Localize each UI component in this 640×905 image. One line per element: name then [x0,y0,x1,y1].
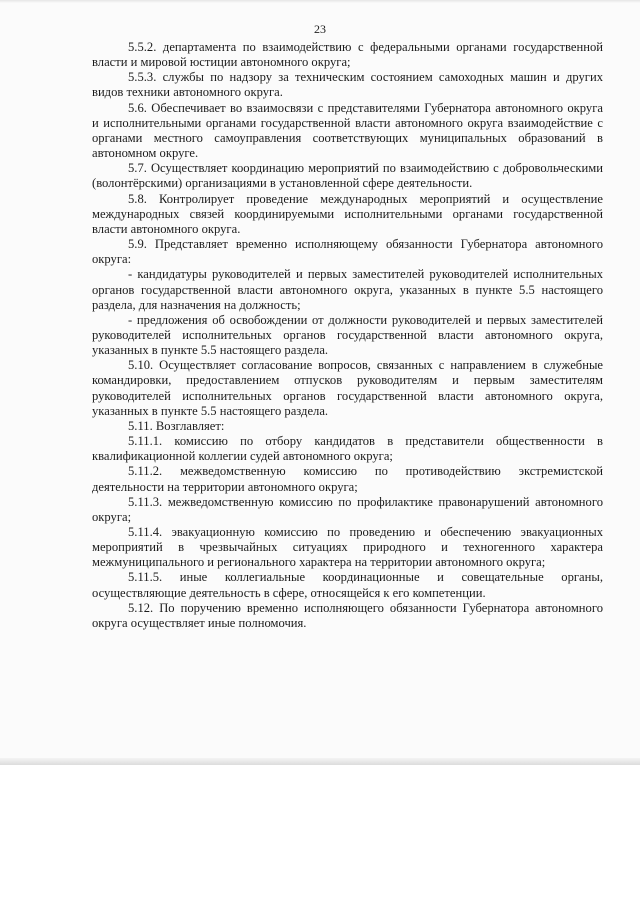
list-item-candidates: - кандидатуры руководителей и первых заместителей руководителей исполнительных органов государственной власти автономного округа, указанных в пункте 5.5 настоящего раздела, для назначения на должность; [92,267,603,312]
paragraph-5-11-5: 5.11.5. иные коллегиальные координационные и совещательные органы, осуществляющие деятельность в сфере, относящейся к его компетенции. [92,570,603,600]
paragraph-5-11-3: 5.11.3. межведомственную комиссию по профилактике правонарушений автономного округа; [92,494,603,524]
paragraph-5-6: 5.6. Обеспечивает во взаимосвязи с представителями Губернатора автономного округа и исполнительными органами государственной власти автономного округа взаимодействие с органами местного самоуправления соответствующих муниципальных образований в автономном округе. [92,100,603,161]
paragraph-5-11-2: 5.11.2. межведомственную комиссию по противодействию экстремистской деятельности на территории автономного округа; [92,464,603,494]
paragraph-5-5-3: 5.5.3. службы по надзору за техническим состоянием самоходных машин и других видов техники автономного округа. [92,70,603,100]
scan-edge-bottom [0,758,640,765]
paragraph-5-11-4: 5.11.4. эвакуационную комиссию по проведению и обеспечению эвакуационных мероприятий в чрезвычайных ситуациях природного и техногенного характера межмуниципального и регионального характера на территории автономного округа; [92,525,603,570]
paragraph-5-11-1: 5.11.1. комиссию по отбору кандидатов в представители общественности в квалификационной коллегии судей автономного округа; [92,434,603,464]
paragraph-5-10: 5.10. Осуществляет согласование вопросов, связанных с направлением в служебные командировки, предоставлением отпусков руководителям и первым заместителям руководителей исполнительных органов государственной власти автономного округа, указанных в пункте 5.5 настоящего раздела. [92,358,603,418]
page-number: 23 [314,22,326,36]
paragraph-5-12: 5.12. По поручению временно исполняющего обязанности Губернатора автономного округа осуществляет иные полномочия. [92,600,603,630]
paragraph-5-9: 5.9. Представляет временно исполняющему обязанности Губернатора автономного округа: [92,237,603,267]
paragraph-5-5-2: 5.5.2. департамента по взаимодействию с федеральными органами государственной власти и мировой юстиции автономного округа; [92,40,603,70]
list-item-dismissal-proposals: - предложения об освобождении от должности руководителей и первых заместителей руководителей исполнительных органов государственной власти автономного округа, указанных в пункте 5.5 настоящего раздела. [92,312,603,358]
document-body [92,40,603,631]
paragraph-5-7: 5.7. Осуществляет координацию мероприятий по взаимодействию с добровольческими (волонтёрскими) организациями в установленной сфере деятельности. [92,161,603,191]
paragraph-5-11: 5.11. Возглавляет: [128,418,225,433]
paragraph-5-8: 5.8. Контролирует проведение международных мероприятий и осуществление международных связей координируемыми исполнительными органами государственной власти автономного округа. [92,191,603,236]
scan-edge-top [0,0,640,3]
